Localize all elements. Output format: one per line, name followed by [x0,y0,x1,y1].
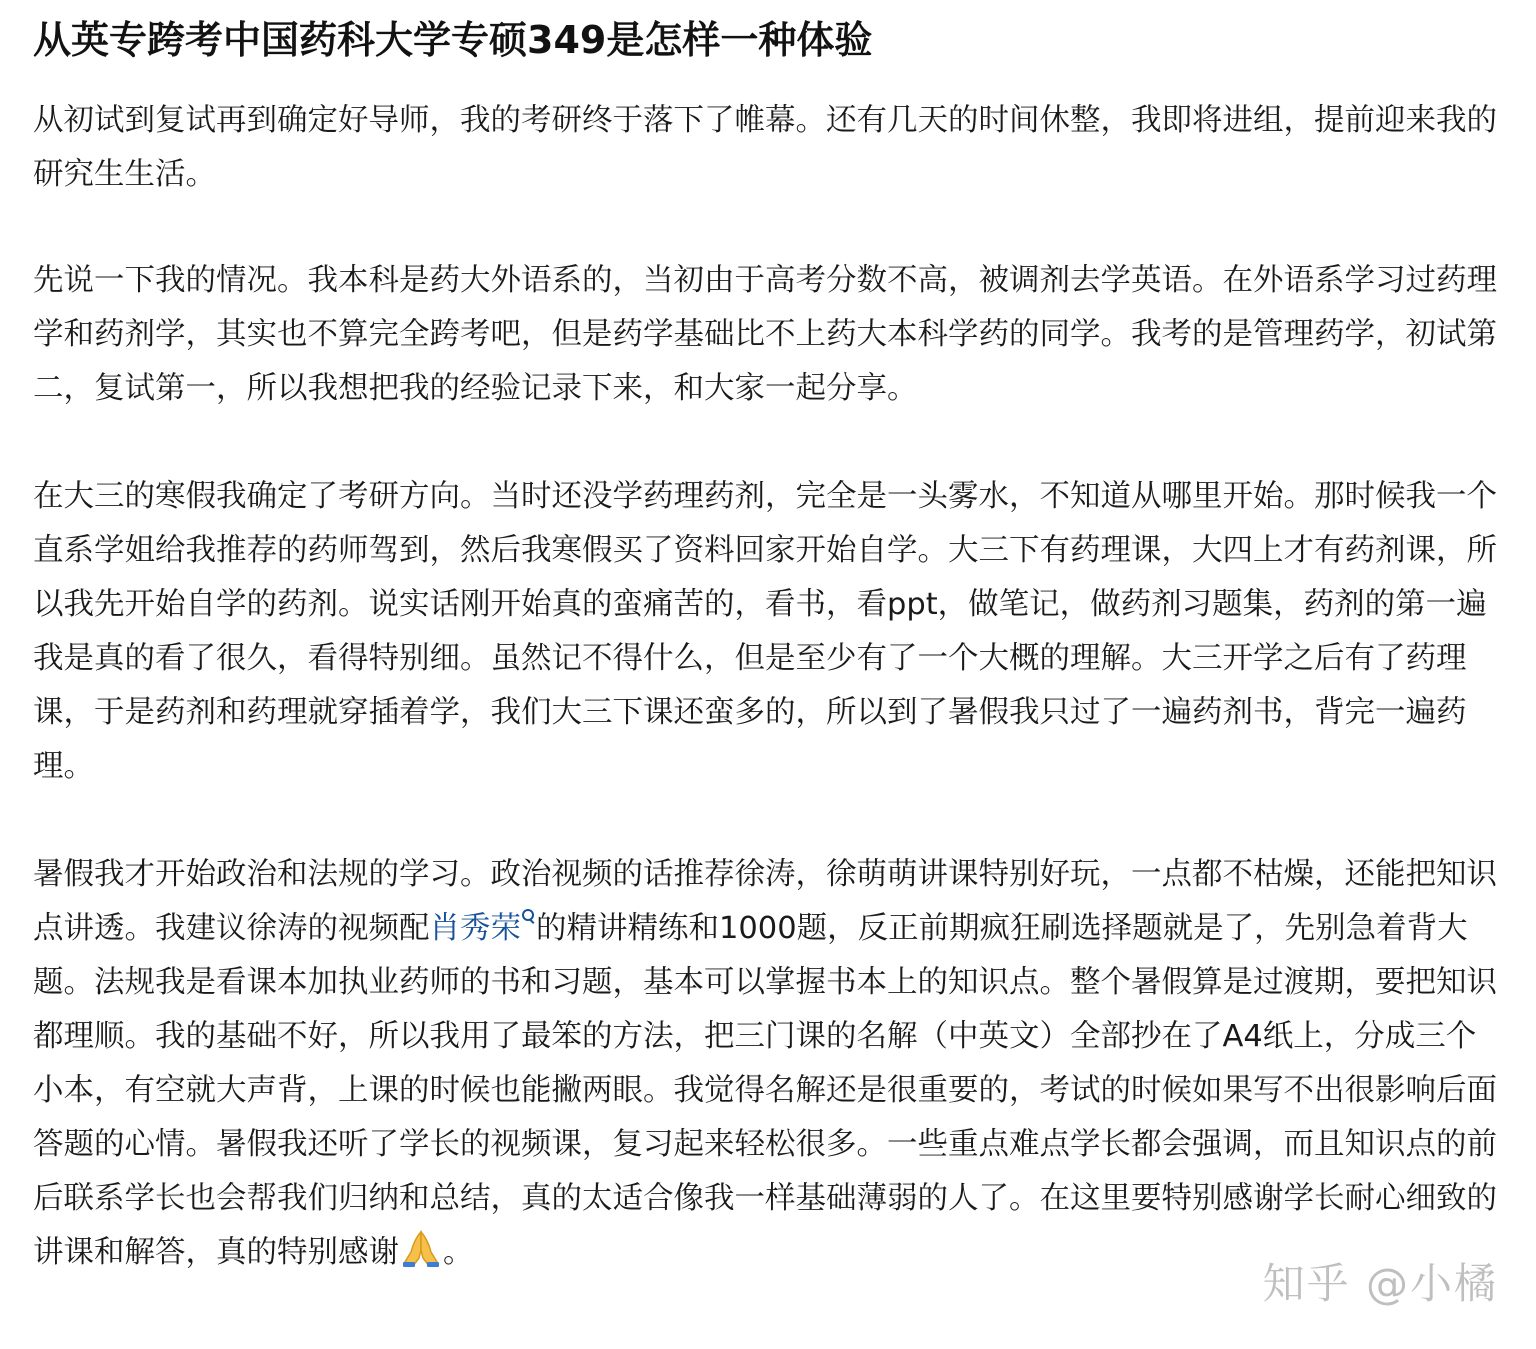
folded-hands-emoji-icon [399,1228,443,1268]
paragraph-1: 从初试到复试再到确定好导师，我的考研终于落下了帷幕。还有几天的时间休整，我即将进组，提前迎来我的研究生生活。 [33,103,1497,192]
keyword-link-text[interactable]: 肖秀荣 [429,911,521,946]
paragraph-4 [33,848,1498,1280]
article [33,14,1498,1280]
zhihu-watermark: 知乎 @小橘 [1262,1259,1498,1308]
paragraph-4-end: 。 [443,1235,474,1270]
keyword-search-link[interactable] [430,911,537,946]
paragraph-3: 在大三的寒假我确定了考研方向。当时还没学药理药剂，完全是一头雾水，不知道从哪里开始。那时候我一个直系学姐给我推荐的药师驾到，然后我寒假买了资料回家开始自学。大三下有药理课，大四上才有药剂课，所以我先开始自学的药剂。说实话刚开始真的蛮痛苦的，看书，看ppt，做笔记，做药剂习题集，药剂的第一遍我是真的看了很久，看得特别细。虽然记不得什么，但是至少有了一个大概的理解。大三开学之后有了药理课，于是药剂和药理就穿插着学，我们大三下课还蛮多的，所以到了暑假我只过了一遍药剂书，背完一遍药理。 [33,479,1497,784]
paragraph-2: 先说一下我的情况。我本科是药大外语系的，当初由于高考分数不高，被调剂去学英语。在外语系学习过药理学和药剂学，其实也不算完全跨考吧，但是药学基础比不上药大本科学药的同学。我考的是管理药学，初试第二，复试第一，所以我想把我的经验记录下来，和大家一起分享。 [33,263,1497,406]
paragraph-4-text-after-link: 的精讲精练和1000题，反正前期疯狂刷选择题就是了，先别急着背大题。法规我是看课本加执业药师的书和习题，基本可以掌握书本上的知识点。整个暑假算是过渡期，要把知识都理顺。我的基础不好，所以我用了最笨的方法，把三门课的名解（中英文）全部抄在了A4纸上，分成三个小本，有空就大声背，上课的时候也能撇两眼。我觉得名解还是很重要的，考试的时候如果写不出很影响后面答题的心情。暑假我还听了学长的视频课，复习起来轻松很多。一些重点难点学长都会强调，而且知识点的前后联系学长也会帮我们归纳和总结，真的太适合像我一样基础薄弱的人了。在这里要特别感谢学长耐心细致的讲课和解答，真的特别感谢 [33,911,1497,1270]
paragraph-4-text-before-link: 暑假我才开始政治和法规的学习。政治视频的话推荐徐涛，徐萌萌讲课特别好玩，一点都不枯燥，还能把知识点讲透。我建议徐涛的视频配 [33,857,1497,946]
article-title: 从英专跨考中国药科大学专硕349是怎样一种体验 [33,18,873,62]
search-icon[interactable] [522,909,534,927]
